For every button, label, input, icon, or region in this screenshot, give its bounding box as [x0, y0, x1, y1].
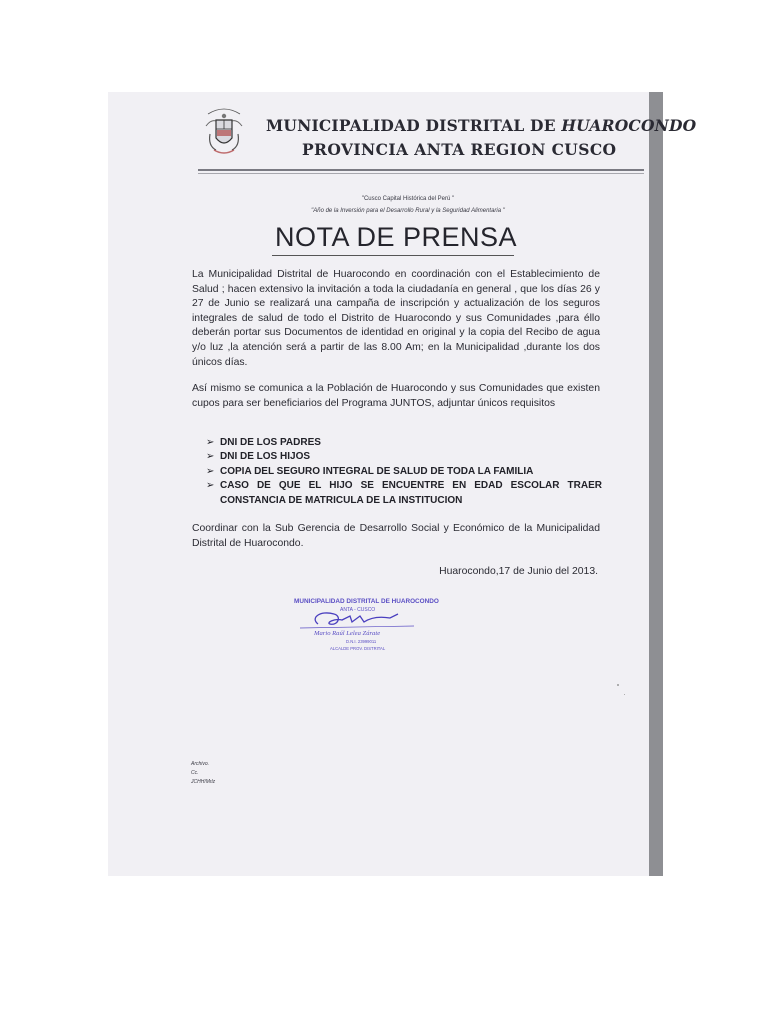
requirement-item: ➢ CASO DE QUE EL HIJO SE ENCUENTRE EN EDAD ESCOLAR TRAER CONSTANCIA DE MATRICULA DE LA INSTITUCION — [206, 479, 602, 508]
province-region-title: PROVINCIA ANTA REGION CUSCO — [302, 140, 617, 159]
requirement-item: ➢ COPIA DEL SEGURO INTEGRAL DE SALUD DE TODA LA FAMILIA — [206, 465, 602, 479]
stamp-line-1: MUNICIPALIDAD DISTRITAL DE HUAROCONDO — [294, 598, 439, 605]
requirement-item: ➢ DNI DE LOS PADRES — [206, 436, 602, 450]
header-divider — [198, 169, 644, 171]
title-underline — [272, 255, 514, 256]
stamp-line-4: ALCALDE PROV. DISTRITAL — [330, 646, 386, 651]
archive-line: JCHH/Mrlz — [191, 779, 216, 785]
signature-icon — [315, 613, 398, 624]
page-edge-shadow — [649, 92, 663, 876]
paragraph-invitation: La Municipalidad Distrital de Huarocondo en coordinación con el Establecimiento de Salud ; hacen extensivo la invitación a toda la ciudadanía en general , que los días 26 y 27 de Junio se realizará una campaña de inscripción y actualización de los seguros integrales de salud de todo el Distrito de Huarocondo y sus Comunidades ,para éllo deberán portar sus Documentos de identidad en original y la copia del Recibo de agua y/o luz ,la atención será a partir de las 8.00 Am; en la Municipalidad ,durante los dos únicos días. — [192, 269, 600, 368]
header-divider-thin — [198, 173, 644, 174]
archive-line: Archivo. — [191, 761, 210, 767]
municipality-title-prefix: MUNICIPALIDAD DISTRITAL DE — [266, 116, 562, 135]
motto-line-2: "Año de la Inversión para el Desarrollo Rural y la Seguridad Alimentaria " — [311, 208, 505, 214]
requirement-item: ➢ DNI DE LOS HIJOS — [206, 450, 602, 464]
paper-speck — [624, 694, 625, 695]
motto-line-1: "Cusco Capital Histórica del Perú " — [361, 196, 455, 202]
archive-line: Cc. — [191, 770, 199, 776]
stamp-line-2: ANTA - CUSCO — [340, 607, 376, 613]
municipality-title-district: HUAROCONDO — [561, 116, 697, 135]
paragraph-coordination: Coordinar con la Sub Gerencia de Desarrollo Social y Económico de la Municipalidad Distrital de Huarocondo. — [192, 523, 600, 549]
stamp-line-3: D.N.I. 23999011 — [346, 639, 377, 644]
document-date: Huarocondo,17 de Junio del 2013. — [439, 566, 598, 577]
official-stamp — [290, 590, 439, 654]
paper-speck — [617, 684, 619, 686]
coat-of-arms-icon — [202, 104, 246, 160]
requirements-list — [206, 436, 602, 508]
stamp-name: Mario Raúl Lelea Zárate — [314, 630, 381, 637]
archive-notes — [191, 760, 251, 787]
document-title: NOTA DE PRENSA — [274, 222, 518, 252]
paragraph-juntos: Así mismo se comunica a la Población de Huarocondo y sus Comunidades que existen cupos para ser beneficiarios del Programa JUNTOS, adjuntar únicos requisitos — [192, 383, 600, 409]
municipality-title — [266, 116, 697, 135]
